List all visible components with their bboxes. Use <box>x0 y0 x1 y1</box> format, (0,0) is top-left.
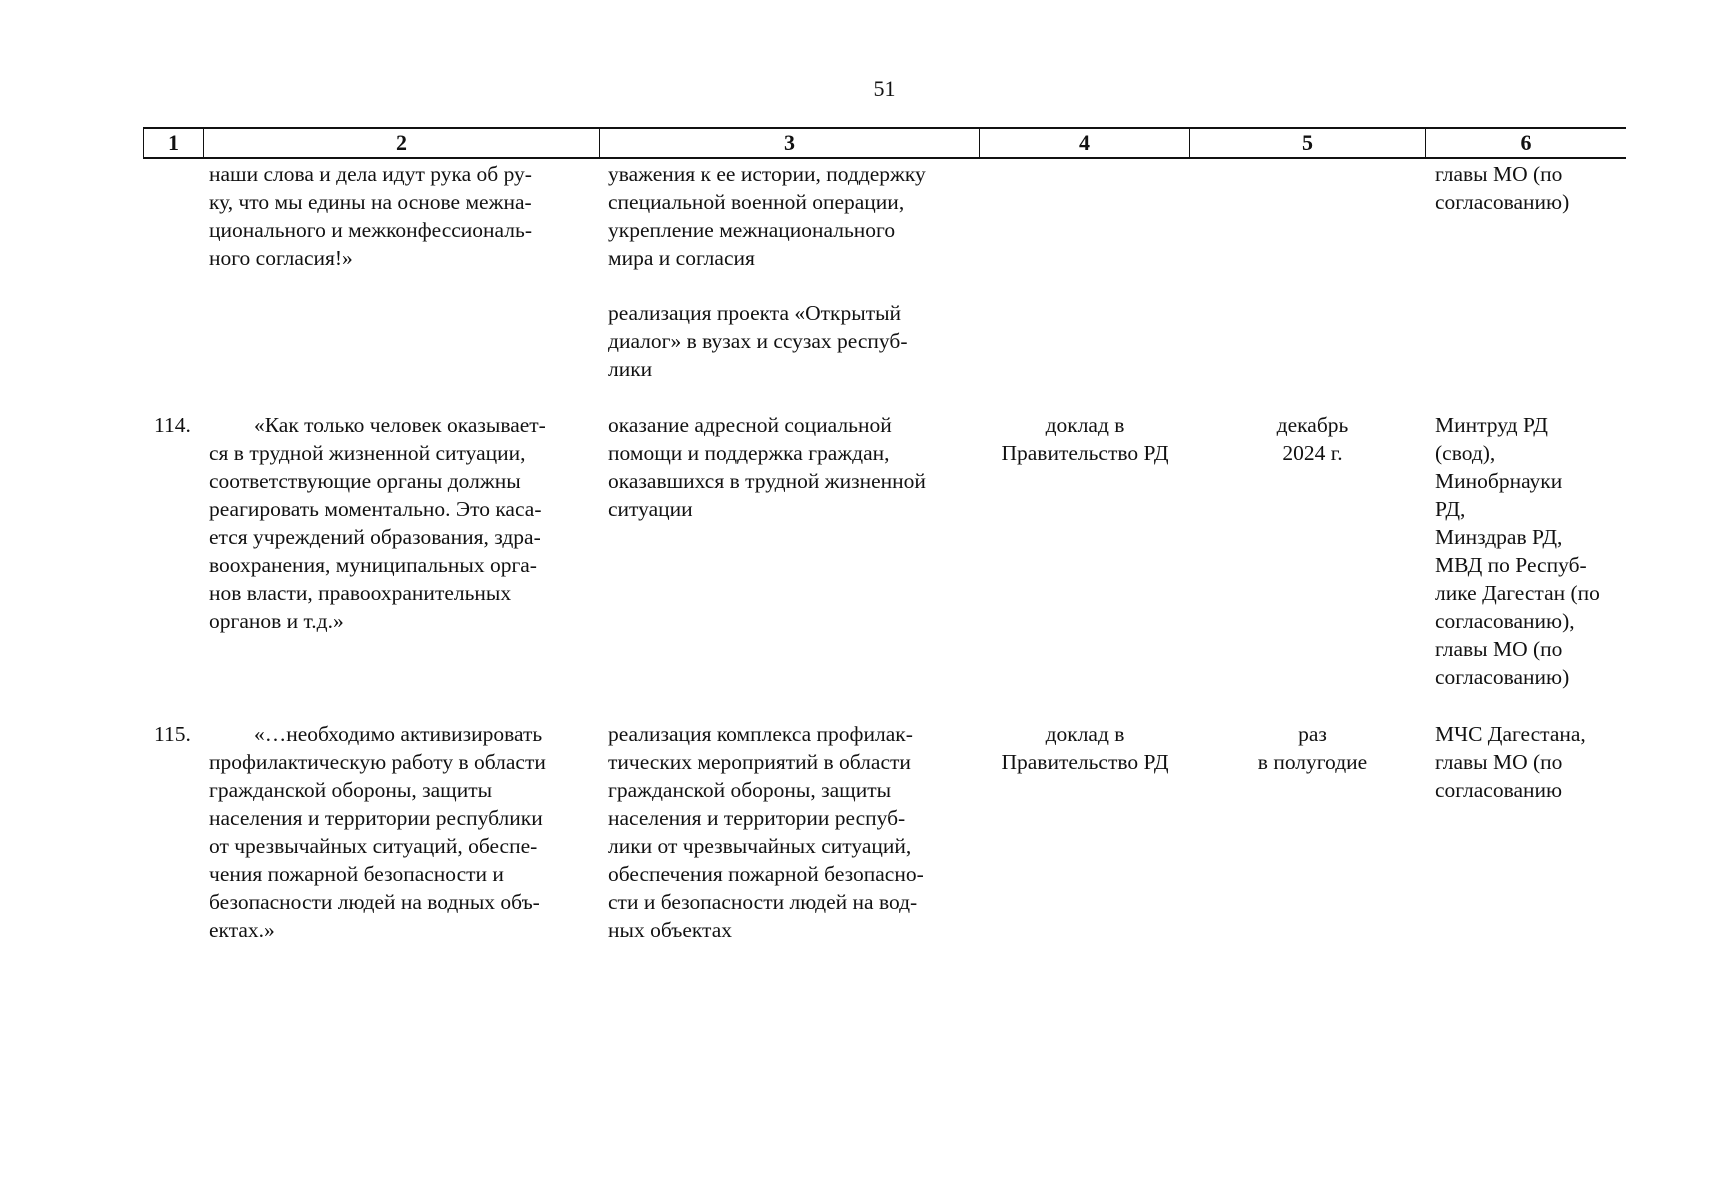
text-line: соответствующие органы должны <box>209 469 521 493</box>
row-114-report-form <box>985 411 1185 467</box>
text-line: МВД по Респуб- <box>1435 553 1587 577</box>
text-line: специальной военной операции, <box>608 190 905 214</box>
text-line: доклад в <box>1045 722 1125 746</box>
text-line: органов и т.д.» <box>209 609 344 633</box>
row-114-responsible <box>1435 411 1630 691</box>
text-line: тических мероприятий в области <box>608 750 911 774</box>
text-line: населения и территории республики <box>209 806 543 830</box>
text-line: от чрезвычайных ситуаций, обеспе- <box>209 834 538 858</box>
row-115-responsible <box>1435 720 1630 804</box>
header-col-1: 1 <box>143 129 204 157</box>
row-114-measures <box>608 411 974 523</box>
continuation-col6 <box>1435 160 1630 216</box>
row-115-deadline <box>1200 720 1425 776</box>
text-line: главы МО (по <box>1435 637 1563 661</box>
row-number: 114. <box>154 413 191 437</box>
text-line: уважения к ее истории, поддержку <box>608 162 926 186</box>
text-line: безопасности людей на водных объ- <box>209 890 540 914</box>
text-line: Правительство РД <box>1001 750 1169 774</box>
text-line: РД, <box>1435 497 1466 521</box>
continuation-col3-part2 <box>608 299 974 383</box>
text-line: Минздрав РД, <box>1435 525 1563 549</box>
header-col-2: 2 <box>204 129 600 157</box>
row-115-measures <box>608 720 974 944</box>
text-line: ку, что мы едины на основе межна- <box>209 190 532 214</box>
header-col-4: 4 <box>980 129 1190 157</box>
row-115-report-form <box>985 720 1185 776</box>
text-line: ется учреждений образования, здра- <box>209 525 541 549</box>
text-line: помощи и поддержка граждан, <box>608 441 890 465</box>
text-line: главы МО (по <box>1435 162 1563 186</box>
text-line: согласованию), <box>1435 609 1575 633</box>
text-line: лики <box>608 357 653 381</box>
row-114-quote <box>209 411 596 635</box>
text-line: реализация комплекса профилак- <box>608 722 913 746</box>
text-line: диалог» в вузах и ссузах респуб- <box>608 329 908 353</box>
text-line: (свод), <box>1435 441 1496 465</box>
row-114-deadline <box>1200 411 1425 467</box>
text-line: в полугодие <box>1257 750 1368 774</box>
text-line: населения и территории респуб- <box>608 806 906 830</box>
text-line: наши слова и дела идут рука об ру- <box>209 162 532 186</box>
text-line: лики от чрезвычайных ситуаций, <box>608 834 912 858</box>
text-line: декабрь <box>1276 413 1349 437</box>
header-col-5: 5 <box>1190 129 1426 157</box>
text-line: сти и безопасности людей на вод- <box>608 890 918 914</box>
text-line: гражданской обороны, защиты <box>209 778 493 802</box>
table-header-row <box>143 127 1626 159</box>
text-line: лике Дагестан (по <box>1435 581 1600 605</box>
text-line: воохранения, муниципальных орга- <box>209 553 537 577</box>
text-line: Правительство РД <box>1001 441 1169 465</box>
text-line: согласованию) <box>1435 190 1570 214</box>
text-line: нов власти, правоохранительных <box>209 581 512 605</box>
text-line: ного согласия!» <box>209 246 353 270</box>
text-line: оказавшихся в трудной жизненной <box>608 469 926 493</box>
text-line: МЧС Дагестана, <box>1435 722 1586 746</box>
text-line: главы МО (по <box>1435 750 1563 774</box>
header-col-3: 3 <box>600 129 980 157</box>
page-number: 51 <box>873 76 896 101</box>
text-line: ционального и межконфессиональ- <box>209 218 532 242</box>
text-line: мира и согласия <box>608 246 755 270</box>
text-line: 2024 г. <box>1282 441 1343 465</box>
text-line: гражданской обороны, защиты <box>608 778 892 802</box>
row-number: 115. <box>154 722 191 746</box>
text-line: ся в трудной жизненной ситуации, <box>209 441 526 465</box>
text-line: Минтруд РД <box>1435 413 1548 437</box>
continuation-col3-part1 <box>608 160 974 272</box>
continuation-col2 <box>209 160 596 272</box>
header-col-6: 6 <box>1520 130 1532 155</box>
text-line: профилактическую работу в области <box>209 750 546 774</box>
text-line: доклад в <box>1045 413 1125 437</box>
text-line: «Как только человек оказывает- <box>254 413 546 437</box>
text-line: раз <box>1298 722 1327 746</box>
text-line: согласованию) <box>1435 665 1570 689</box>
text-line: оказание адресной социальной <box>608 413 892 437</box>
text-line: согласованию <box>1435 778 1563 802</box>
row-115-quote <box>209 720 596 944</box>
text-line: ных объектах <box>608 918 733 942</box>
text-line: «…необходимо активизировать <box>254 722 543 746</box>
text-line: чения пожарной безопасности и <box>209 862 504 886</box>
text-line: реализация проекта «Открытый <box>608 301 902 325</box>
text-line: ситуации <box>608 497 693 521</box>
text-line: Минобрнауки <box>1435 469 1563 493</box>
text-line: реагировать моментально. Это каса- <box>209 497 542 521</box>
text-line: обеспечения пожарной безопасно- <box>608 862 924 886</box>
text-line: укрепление межнационального <box>608 218 896 242</box>
text-line: ектах.» <box>209 918 275 942</box>
